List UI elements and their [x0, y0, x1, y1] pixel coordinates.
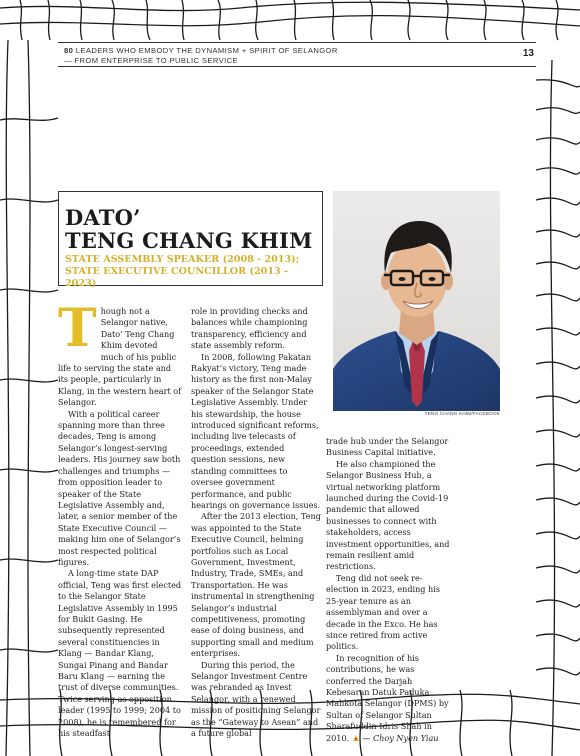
article-paragraph — [326, 653, 452, 744]
tagline-line2: — FROM ENTERPRISE TO PUBLIC SERVICE — [64, 55, 238, 65]
portrait-illustration — [333, 191, 500, 411]
portrait-photo — [333, 191, 500, 411]
section-tagline — [64, 46, 424, 65]
article-paragraph: After the 2013 election, Teng was appointed to the State Executive Council, helming portfolios such as Local Government, Investment, Industry, Trade, SMEs, and Transportation. He was instrumental in strengthening Selangor’s industrial competitiveness, promoting ease of doing business, and supporting small and medium enterprises. — [191, 511, 321, 659]
drop-cap: T — [58, 298, 97, 359]
profile-name-line1: DATO’ — [65, 205, 141, 230]
article-paragraph — [58, 298, 182, 409]
article-paragraph: He also championed the Selangor Business Hub, a virtual networking platform launched during the Covid-19 pandemic that allowed businesses to connect with stakeholders, access investment opportunities, and remain resilient amid restrictions. — [326, 458, 450, 572]
tagline-number: 80 — [64, 46, 74, 55]
article-paragraph: trade hub under the Selangor Business Capital initiative. — [326, 436, 449, 458]
article-paragraph: With a political career spanning more than three decades, Teng is among Selangor’s longest-serving leaders. His journey saw both challenges and triumphs — from opposition leader to speaker of the State Legislative Assembly and, later, a senior member of the State Executive Council — making him one of Selangor’s most respected political figures. — [58, 408, 181, 567]
page-number: 13 — [522, 48, 534, 59]
title-box — [58, 191, 323, 289]
profile-role-line1: STATE ASSEMBLY SPEAKER (2008 - 2013); — [65, 254, 300, 265]
article-paragraph: role in providing checks and balances while championing transparency, efficiency and state assembly reform. — [191, 306, 308, 351]
article-paragraph: In 2008, following Pakatan Rakyat’s victory, Teng made history as the first non-Malay speaker of the Selangor State Legislative Assembly. Under his stewardship, the house introduced significant reforms, including live telecasts of proceedings, extended question sessions, new standing committees to oversee government performance, and public hearings on governance issues. — [191, 351, 321, 510]
article-paragraph: During this period, the Selangor Investment Centre was rebranded as Invest Selangor, with a renewed mission of positioning Selangor as the “Gateway to Asean” and a future global — [191, 659, 321, 739]
article-column-3 — [326, 436, 452, 744]
paragraph-text: In recognition of his contributions, he was conferred the Darjah Kebesaran Datuk Paduka Mahkota Selangor (DPMS) by Sultan of Selangor Sultan Sharafuddin Idris Shah in 2010. — [326, 652, 449, 743]
profile-name-line2: TENG CHANG KHIM — [65, 228, 313, 253]
tagline-line1: LEADERS WHO EMBODY THE DYNAMISM + SPIRIT OF SELANGOR — [75, 46, 338, 55]
page-header — [58, 42, 536, 67]
byline: — Choy Nyen Yiau — [362, 732, 439, 743]
article-column-2 — [191, 306, 321, 739]
paragraph-text: hough not a Selangor native, Dato’ Teng Chang Khim devoted much of his public life to serving the state and its people, particularly in Klang, in the western heart of Selangor. — [58, 306, 182, 408]
article-column-1 — [58, 298, 182, 739]
photo-credit: TENG CHANG KHIM/FACEBOOK — [424, 412, 500, 417]
end-mark-icon — [352, 734, 360, 742]
profile-role-line2: STATE EXECUTIVE COUNCILLOR (2013 - 2023) — [65, 266, 289, 289]
article-paragraph: A long-time state DAP official, Teng was first elected to the Selangor State Legislative Assembly in 1995 for Bukit Gasing. He subsequently represented several constituencies in Klang — Bandar Klang, Sungai Pinang and Bandar Baru Klang — earning the trust of diverse communities. Twice serving as opposition leader (1995 to 1999; 2004 to 2008), he is remembered for his steadfast — [58, 568, 182, 739]
article-paragraph: Teng did not seek re-election in 2023, ending his 25-year tenure as an assemblyman and over a decade in the Exco. He has since retired from active politics. — [326, 572, 441, 652]
